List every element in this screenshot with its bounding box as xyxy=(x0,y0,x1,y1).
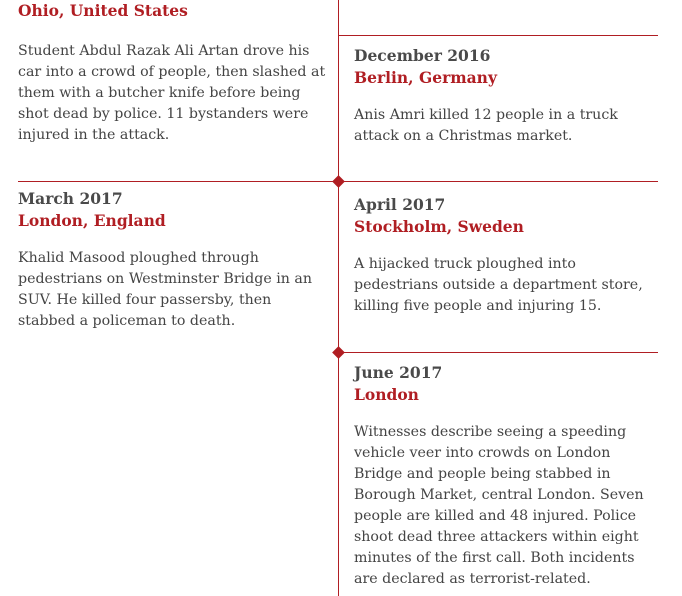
entry-place: London xyxy=(354,385,419,404)
timeline-rule-dec-2016 xyxy=(338,35,658,36)
timeline-diamond-jun-2017 xyxy=(332,346,345,359)
timeline-entry-mar-2017 xyxy=(18,188,323,332)
entry-date: December 2016 xyxy=(354,46,491,65)
entry-date: June 2017 xyxy=(354,363,443,382)
entry-description: A hijacked truck ploughed into pedestrians outside a department store, killing five people and injuring 15. xyxy=(354,256,643,314)
entry-place: Ohio, United States xyxy=(18,1,188,20)
entry-date: April 2017 xyxy=(354,195,446,214)
timeline-rule-jun-2017 xyxy=(338,352,658,353)
entry-date: March 2017 xyxy=(18,189,123,208)
entry-description: Anis Amri killed 12 people in a truck attack on a Christmas market. xyxy=(354,107,618,144)
timeline-entry-dec-2016 xyxy=(354,45,659,147)
timeline-entry-jun-2017 xyxy=(354,362,659,590)
timeline-axis xyxy=(338,0,339,596)
entry-place: Berlin, Germany xyxy=(354,68,497,87)
timeline-entry-apr-2017 xyxy=(354,194,659,317)
timeline-entry-ohio xyxy=(18,0,328,146)
timeline-diamond-mar-2017 xyxy=(332,175,345,188)
entry-place: London, England xyxy=(18,211,166,230)
entry-description: Student Abdul Razak Ali Artan drove his car into a crowd of people, then slashed at them with a butcher knife before being shot dead by police. 11 bystanders were injured in the attack. xyxy=(18,43,326,143)
entry-place: Stockholm, Sweden xyxy=(354,217,524,236)
entry-description: Witnesses describe seeing a speeding vehicle veer into crowds on London Bridge and people being stabbed in Borough Market, central London. Seven people are killed and 48 injured. Police shoot dead three attackers within eight minutes of the first call. Both incidents are declared as terrorist-related. xyxy=(354,424,644,587)
entry-description: Khalid Masood ploughed through pedestrians on Westminster Bridge in an SUV. He killed four passersby, then stabbed a policeman to death. xyxy=(18,250,313,329)
